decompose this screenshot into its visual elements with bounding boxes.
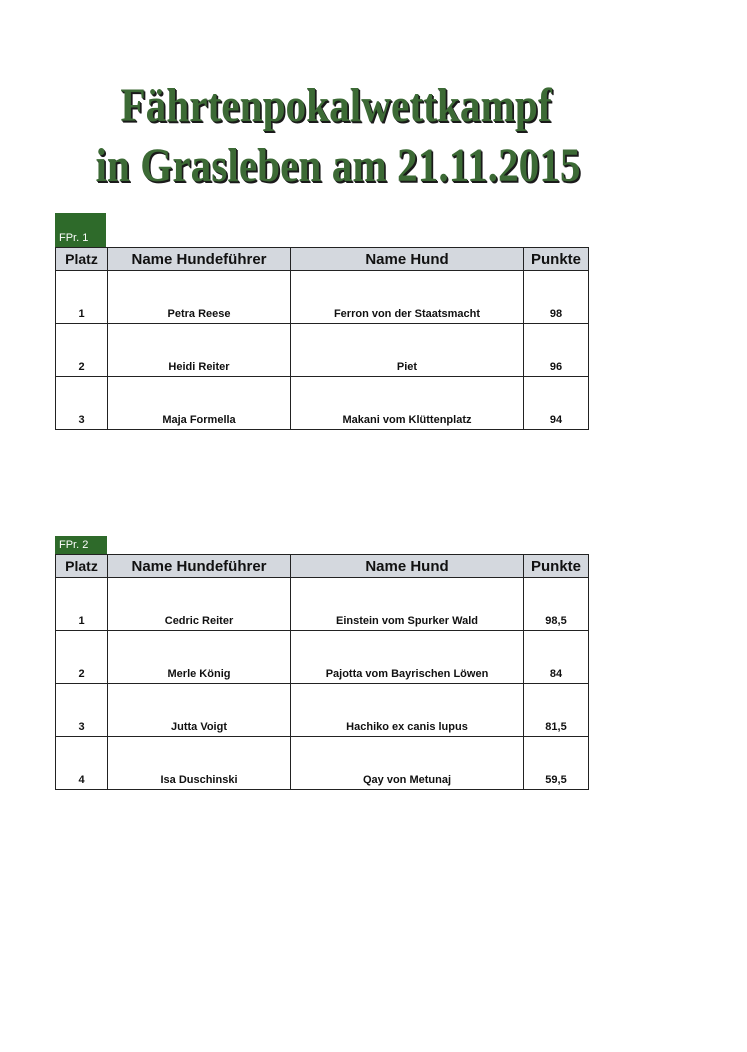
cell-hundefuehrer: Petra Reese [108,271,291,324]
column-header-hundefuehrer: Name Hundeführer [108,555,291,578]
document-subtitle: in Grasleben am 21.11.2015 [95,139,581,192]
cell-hund: Makani vom Klüttenplatz [291,377,524,430]
table-header-row [56,555,589,578]
cell-hund: Qay von Metunaj [291,737,524,790]
cell-platz: 3 [56,377,108,430]
column-header-hund: Name Hund [291,555,524,578]
cell-hundefuehrer: Cedric Reiter [108,578,291,631]
table-row [56,684,589,737]
cell-hundefuehrer: Merle König [108,631,291,684]
cell-hund: Pajotta vom Bayrischen Löwen [291,631,524,684]
cell-hund: Hachiko ex canis lupus [291,684,524,737]
cell-hund: Ferron von der Staatsmacht [291,271,524,324]
table-header-row [56,248,589,271]
column-header-hundefuehrer: Name Hundeführer [108,248,291,271]
table-row [56,324,589,377]
cell-hund: Piet [291,324,524,377]
document-title: Fährtenpokalwettkampf [120,79,552,132]
column-header-punkte: Punkte [524,248,589,271]
cell-hundefuehrer: Maja Formella [108,377,291,430]
cell-punkte: 96 [524,324,589,377]
table-row [56,578,589,631]
cell-punkte: 94 [524,377,589,430]
column-header-hund: Name Hund [291,248,524,271]
cell-platz: 2 [56,324,108,377]
cell-hundefuehrer: Heidi Reiter [108,324,291,377]
cell-punkte: 84 [524,631,589,684]
section-tag-fpr2: FPr. 2 [55,536,107,554]
column-header-platz: Platz [56,555,108,578]
table-row [56,631,589,684]
cell-punkte: 59,5 [524,737,589,790]
table-row [56,377,589,430]
table-row [56,737,589,790]
cell-punkte: 98 [524,271,589,324]
section-tag-fpr1: FPr. 1 [55,213,106,247]
results-table-fpr2 [55,554,589,790]
cell-punkte: 98,5 [524,578,589,631]
cell-punkte: 81,5 [524,684,589,737]
column-header-platz: Platz [56,248,108,271]
cell-hund: Einstein vom Spurker Wald [291,578,524,631]
cell-platz: 2 [56,631,108,684]
results-table-fpr1 [55,247,589,430]
cell-platz: 4 [56,737,108,790]
cell-platz: 1 [56,271,108,324]
cell-platz: 3 [56,684,108,737]
cell-hundefuehrer: Isa Duschinski [108,737,291,790]
column-header-punkte: Punkte [524,555,589,578]
cell-platz: 1 [56,578,108,631]
table-row [56,271,589,324]
cell-hundefuehrer: Jutta Voigt [108,684,291,737]
